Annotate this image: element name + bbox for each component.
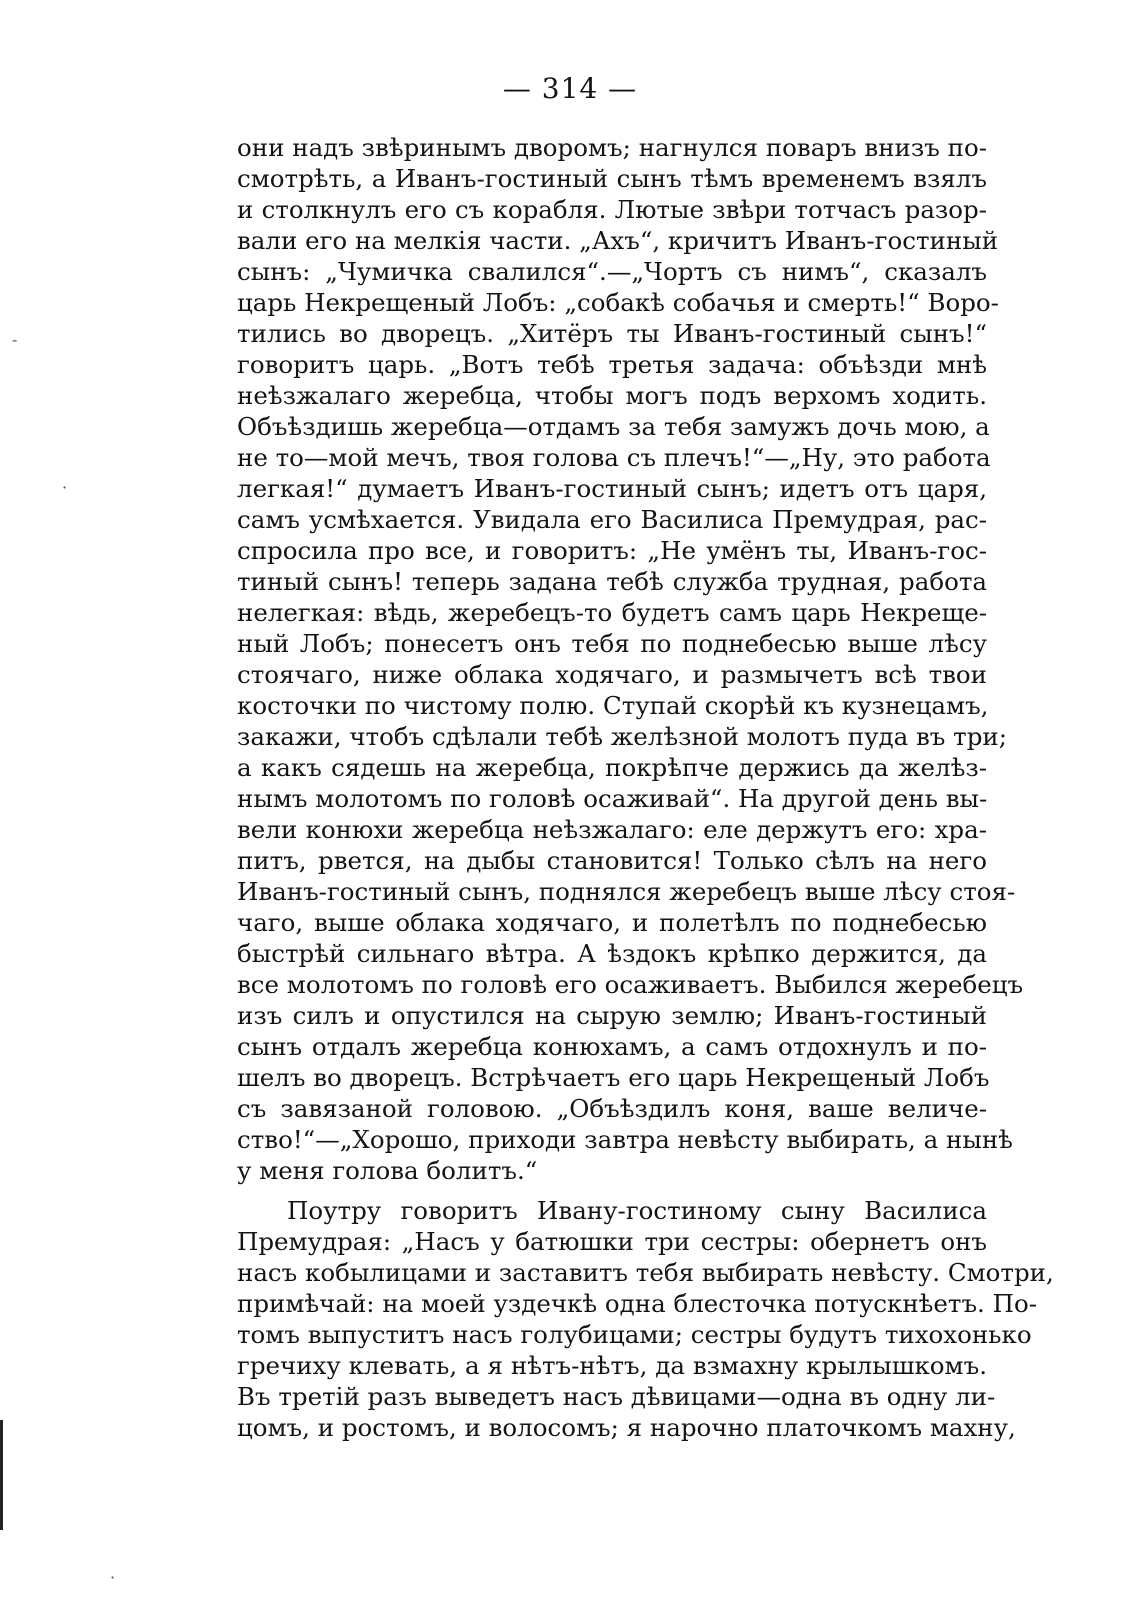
text-line: ный Лобъ; понесетъ онъ тебя по поднебесью выше лѣсу [237, 629, 987, 658]
text-line: а какъ сядешь на жеребца, покрѣпче держись да желѣз- [237, 753, 987, 782]
text-line: тиный сынъ! теперь задана тебѣ служба трудная, работа [237, 567, 987, 596]
text-line: косточки по чистому полю. Ступай скорѣй къ кузнецамъ, [237, 691, 989, 720]
scan-speck: · [110, 1568, 116, 1587]
text-line: Объѣздишь жеребца—отдамъ за тебя замужъ дочь мою, а [237, 412, 990, 441]
text-line: Премудрая: „Насъ у батюшки три сестры: обернетъ онъ [237, 1227, 987, 1256]
text-line: неѣзжалаго жеребца, чтобы могъ подъ верхомъ ходить. [237, 381, 987, 410]
scan-speck: · [62, 478, 68, 497]
text-line: Поутру говоритъ Ивану-гостиному сыну Василиса [287, 1196, 987, 1225]
text-line: вели конюхи жеребца неѣзжалаго: еле держутъ его: хра- [237, 815, 987, 844]
body-text [237, 132, 1054, 1443]
text-line: самъ усмѣхается. Увидала его Василиса Премудрая, рас- [237, 505, 987, 534]
text-line: насъ кобылицами и заставитъ тебя выбирать невѣсту. Смотри, [237, 1258, 1054, 1287]
text-line: спросила про все, и говоритъ: „Не умёнъ ты, Иванъ-гос- [237, 536, 987, 565]
text-line: они надъ звѣринымъ дворомъ; нагнулся поваръ внизъ по- [237, 133, 987, 162]
text-line: стоячаго, ниже облака ходячаго, и размычетъ всѣ твои [237, 660, 987, 689]
text-line: питъ, рвется, на дыбы становится! Только сѣлъ на него [237, 846, 987, 875]
text-line: говоритъ царь. „Вотъ тебѣ третья задача: объѣзди мнѣ [237, 350, 987, 379]
page-number [0, 72, 1140, 105]
text-line: примѣчай: на моей уздечкѣ одна блесточка потускнѣетъ. По- [237, 1289, 1038, 1318]
text-line: сынъ отдалъ жеребца конюхамъ, а самъ отдохнулъ и по- [237, 1032, 987, 1061]
text-line: закажи, чтобъ сдѣлали тебѣ желѣзной молотъ пуда въ три; [237, 722, 1007, 751]
text-line: вали его на мелкія части. „Ахъ“, кричитъ Иванъ-гостиный [237, 226, 999, 255]
paragraph-1 [237, 132, 1024, 1186]
text-line: шелъ во дворецъ. Встрѣчаетъ его царь Некрещеный Лобъ [237, 1063, 990, 1092]
text-line: легкая!“ думаетъ Иванъ-гостиный сынъ; идетъ отъ царя, [237, 474, 987, 503]
text-line: нелегкая: вѣдь, жеребецъ-то будетъ самъ царь Некреще- [237, 598, 987, 627]
text-line: все молотомъ по головѣ его осаживаетъ. Выбился жеребецъ [237, 970, 1024, 999]
text-line: нымъ молотомъ по головѣ осаживай“. На другой день вы- [237, 784, 988, 813]
text-line: цомъ, и ростомъ, и волосомъ; я нарочно платочкомъ махну, [237, 1413, 1016, 1442]
text-line: Въ третій разъ выведетъ насъ дѣвицами—одна въ одну ли- [237, 1382, 996, 1411]
text-line: царь Некрещеный Лобъ: „собакѣ собачья и смерть!“ Воро- [237, 288, 999, 317]
text-line: Иванъ-гостиный сынъ, поднялся жеребецъ выше лѣсу стоя- [237, 877, 1016, 906]
text-line: съ завязаной головою. „Объѣздилъ коня, ваше величе- [237, 1094, 987, 1123]
text-line: изъ силъ и опустился на сырую землю; Иванъ-гостиный [237, 1001, 987, 1030]
text-line: гречиху клевать, а я нѣтъ-нѣтъ, да взмахну крылышкомъ. [237, 1351, 987, 1380]
text-line: сынъ: „Чумичка свалился“.—„Чортъ съ нимъ“, сказалъ [237, 257, 987, 286]
scan-speck: - [12, 330, 18, 349]
text-line: быстрѣй сильнаго вѣтра. А ѣздокъ крѣпко держится, да [237, 939, 987, 968]
paragraph-2 [237, 1195, 1054, 1443]
text-line: не то—мой мечъ, твоя голова съ плечъ!“—„Ну, это работа [237, 443, 991, 472]
page-number-text: — 314 — [502, 72, 638, 105]
text-line: у меня голова болитъ.“ [237, 1156, 538, 1185]
text-line: тились во дворецъ. „Хитёръ ты Иванъ-гостиный сынъ!“ [237, 319, 987, 348]
text-line: смотрѣть, а Иванъ-гостиный сынъ тѣмъ временемъ взялъ [237, 164, 987, 193]
text-line: и столкнулъ его съ корабля. Лютые звѣри тотчасъ разор- [237, 195, 987, 224]
scan-edge-mark [0, 1420, 3, 1530]
text-line: ство!“—„Хорошо, приходи завтра невѣсту выбирать, а нынѣ [237, 1125, 1013, 1154]
text-line: томъ выпуститъ насъ голубицами; сестры будутъ тихохонько [237, 1320, 1032, 1349]
text-line: чаго, выше облака ходячаго, и полетѣлъ по поднебесью [237, 908, 987, 937]
